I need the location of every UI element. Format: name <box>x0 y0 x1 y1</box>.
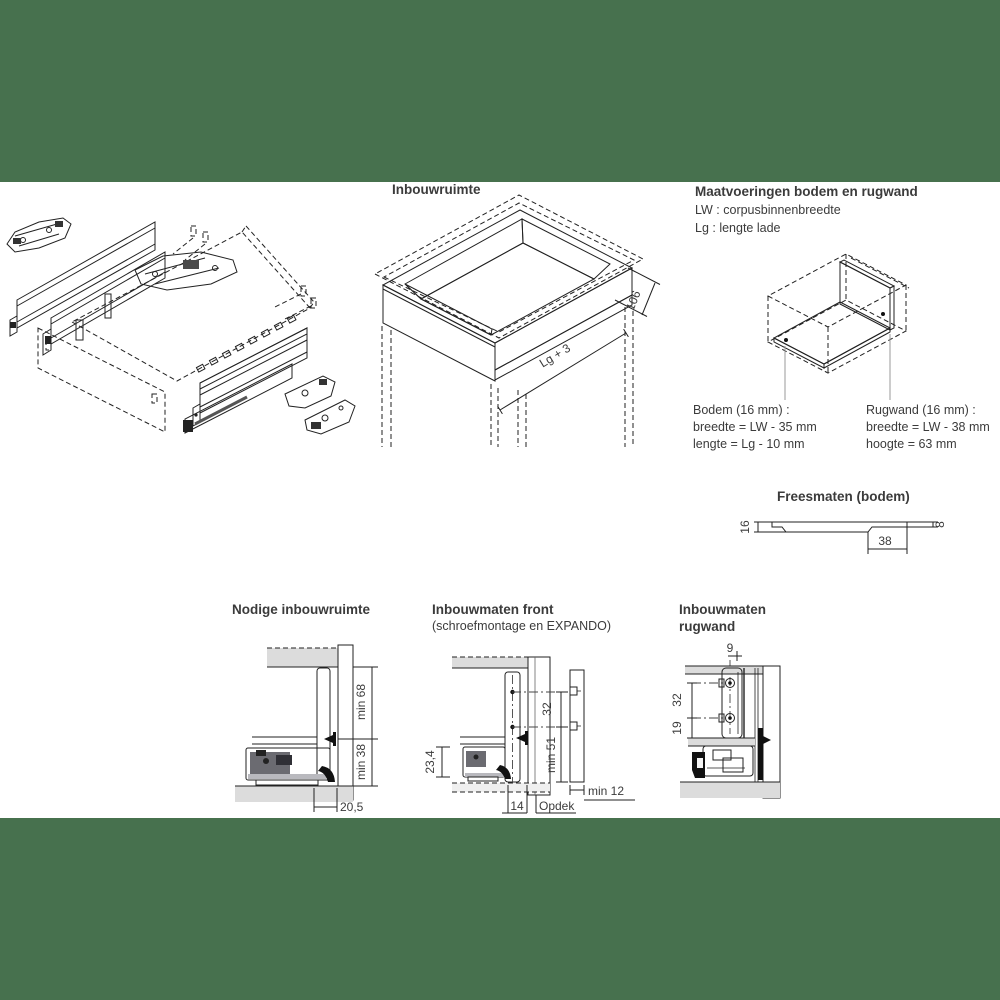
drawer-exploded-view-drawing <box>5 208 360 453</box>
nodige-inbouwruimte-title: Nodige inbouwruimte <box>232 602 370 617</box>
bottom-panel-dashed <box>72 226 314 381</box>
dim-205-label: 20,5 <box>340 800 364 814</box>
bodem-note-breedte: breedte = LW - 35 mm <box>693 420 817 434</box>
dimension-32-19 <box>670 683 720 738</box>
back-stop-bar <box>758 728 763 780</box>
right-drawer-side-rail <box>183 328 307 433</box>
dim-9-label: 9 <box>726 641 734 655</box>
freesmaten-title: Freesmaten (bodem) <box>777 489 910 504</box>
dim-14-label: 14 <box>510 799 524 813</box>
front-panel-section <box>528 657 550 795</box>
dim-height-label: 106 <box>623 288 644 313</box>
locking-device-part <box>7 218 71 252</box>
inbouwmaten-front-subtitle: (schroefmontage en EXPANDO) <box>432 619 612 633</box>
inbouwmaten-front-title: Inbouwmaten front <box>432 602 554 617</box>
back-arrow-marker <box>763 736 771 744</box>
opdek-label: Opdek <box>539 799 575 813</box>
nodige-inbouwruimte-drawing <box>232 640 392 818</box>
opdek-front-panel <box>570 670 584 782</box>
bodem-profile <box>772 522 907 532</box>
front-panel-dashed <box>38 328 165 432</box>
bodem-note-title: Bodem (16 mm) : <box>693 403 790 417</box>
maatvoeringen-legend <box>695 201 841 237</box>
dimension-234 <box>423 747 450 777</box>
rugwand-note-title: Rugwand (16 mm) : <box>866 403 976 417</box>
drawer-front-panel <box>383 285 495 381</box>
inbouwmaten-rugwand-drawing <box>655 638 790 818</box>
inbouwmaten-rugwand-title: Inbouwmaten rugwand <box>679 602 766 634</box>
inbouwmaten-front-drawing <box>423 645 643 817</box>
dim-thickness-label: 16 <box>738 520 752 534</box>
dim-width-label: 38 <box>878 534 892 548</box>
dimension-8 <box>907 521 947 528</box>
rugwand-bracket <box>719 668 742 738</box>
dim-min38-label: min 38 <box>354 743 368 781</box>
latch-parts <box>285 376 355 434</box>
dimension-32-min51 <box>540 692 568 782</box>
dim-min12-label: min 12 <box>588 784 625 798</box>
dimension-min68-min38 <box>338 667 378 786</box>
drawer-side-top-bar <box>685 666 763 674</box>
drawer-side-profile <box>317 668 330 777</box>
legend-lg: Lg : lengte lade <box>695 221 781 235</box>
inbouwruimte-drawing <box>375 192 665 454</box>
bodem-panel <box>774 302 890 368</box>
dimension-38 <box>868 527 907 554</box>
front-panel-section <box>338 645 353 800</box>
cabinet-bottom-dashed-zone <box>452 783 550 792</box>
freesmaten-drawing <box>738 508 952 566</box>
dim-234-label: 23,4 <box>423 750 437 774</box>
dim-32-label: 32 <box>540 702 554 716</box>
drawer-slide-mechanism <box>246 748 335 785</box>
dim-min68-label: min 68 <box>354 683 368 721</box>
rugwand-panel <box>840 260 894 330</box>
dimension-lg3 <box>498 329 629 414</box>
dim-min51-label: min 51 <box>544 736 558 774</box>
dim-19-label: 19 <box>670 721 684 735</box>
rugwand-panel-section <box>763 666 780 798</box>
bodem-note-lengte: lengte = Lg - 10 mm <box>693 437 805 451</box>
rugwand-note-hoogte: hoogte = 63 mm <box>866 437 957 451</box>
drawer-body <box>383 210 632 381</box>
cabinet-bottom-panel <box>235 786 353 802</box>
bodem-rugwand-drawing <box>750 252 980 400</box>
dim-32-label: 32 <box>670 693 684 707</box>
dim-depth-label: Lg + 3 <box>536 340 573 371</box>
drawer-bottom-panel <box>421 243 594 335</box>
bottom-letterbox-band <box>0 818 1000 1000</box>
dim-edge-label: 8 <box>933 521 947 528</box>
top-letterbox-band <box>0 0 1000 182</box>
dimension-106 <box>615 268 660 317</box>
inbouwruimte-title: Inbouwruimte <box>392 182 481 197</box>
rugwand-note-breedte: breedte = LW - 38 mm <box>866 420 990 434</box>
hook-row <box>196 315 296 372</box>
drawer-slide-mechanism <box>692 728 771 780</box>
bodem-note <box>693 402 817 453</box>
screw-symbols-dashed <box>173 226 316 320</box>
drawer-bottom-lines <box>460 737 505 744</box>
drawer-bottom-lines <box>252 737 317 744</box>
rugwand-note <box>866 402 990 453</box>
coupling-plate-part <box>135 252 237 290</box>
cabinet-top-panel <box>452 657 528 668</box>
maatvoeringen-title: Maatvoeringen bodem en rugwand <box>695 184 918 199</box>
legend-lw: LW : corpusbinnenbreedte <box>695 203 841 217</box>
cabinet-top-panel <box>267 648 338 667</box>
drawer-bottom-bar <box>688 738 755 746</box>
front-arrow-marker <box>516 731 528 745</box>
drawer-slide-mechanism <box>463 747 511 781</box>
drawer-outline-dashed <box>768 254 909 373</box>
cabinet-bottom-panel <box>680 782 780 798</box>
dimension-min12 <box>570 784 635 800</box>
